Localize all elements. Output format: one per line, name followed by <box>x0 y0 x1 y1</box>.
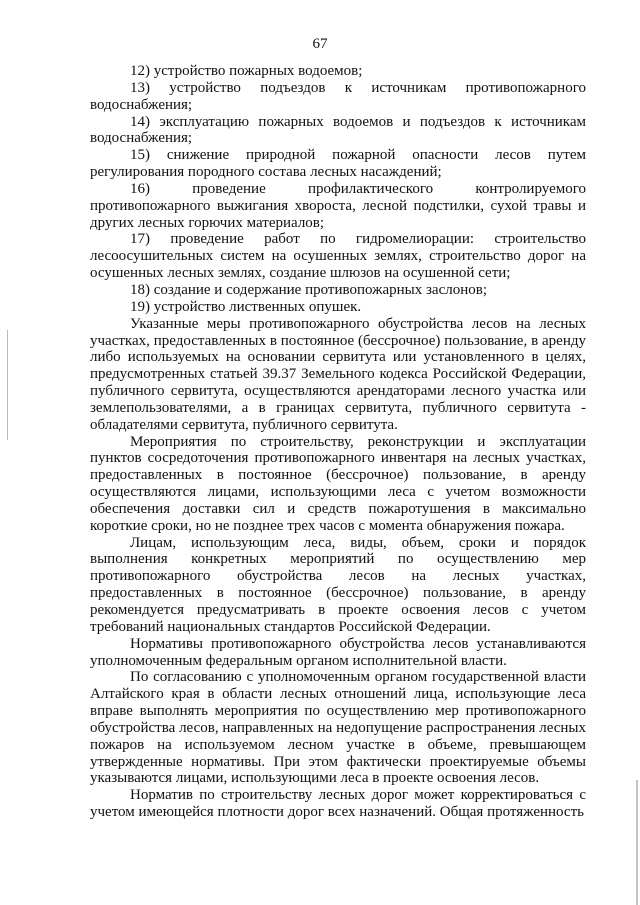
list-item-access-roads: 13) устройство подъездов к источникам противопожарного водоснабжения; <box>90 79 586 113</box>
list-item-hydromelioration: 17) проведение работ по гидромелиорации: строительство лесоосушительных систем на осушенных землях, строительство дорог на осушенных лесных землях, создание шлюзов на осушенной сети; <box>90 231 586 282</box>
list-item-fire-hazard-reduction: 15) снижение природной пожарной опасности лесов путем регулирования породного состава лесных насаждений; <box>90 147 586 181</box>
paragraph-norms-authority: Нормативы противопожарного обустройства лесов устанавливаются уполномоченным федеральным органом исполнительной власти. <box>90 635 586 669</box>
page-number: 67 <box>312 36 328 52</box>
page-body <box>90 63 586 821</box>
scan-edge-left <box>7 330 8 440</box>
list-item-fire-reservoirs: 12) устройство пожарных водоемов; <box>130 63 363 79</box>
list-item-controlled-burning: 16) проведение профилактического контролируемого противопожарного выжигания хвороста, лесной подстилки, сухой травы и других лесных горючих материалов; <box>90 180 586 231</box>
list-item-fire-barriers: 18) создание и содержание противопожарных заслонов; <box>130 281 488 298</box>
paragraph-inventory-points: Мероприятия по строительству, реконструкции и эксплуатации пунктов сосредоточения противопожарного инвентаря на лесных участках, предоставленных в постоянное (бессрочное) пользование, в аренду осуществляются лицами, использующими леса с учетом возможности обеспечения доставки сил и средств пожаротушения в максимально короткие сроки, но не позднее трех часов с момента обнаружения пожара. <box>90 433 586 534</box>
paragraph-agreement-altai: По согласованию с уполномоченным органом государственной власти Алтайского края в области лесных отношений лица, использующие леса вправе выполнять мероприятия по осуществлению мер противопожарного обустройства лесов, направленных на недопущение распространения лесных пожаров на используемом лесном участке в объеме, превышающем утвержденные нормативы. При этом фактически проектируемые объемы указываются лицами, использующими леса в проекте освоения лесов. <box>90 669 586 787</box>
scan-edge-right <box>636 780 638 905</box>
paragraph-forest-development-project: Лицам, использующим леса, виды, объем, сроки и порядок выполнения конкретных мероприятий по осуществлению мер противопожарного обустройства лесов на лесных участках, предоставленных в постоянное (бессрочное) пользование, в аренду рекомендуется предусматривать в проекте освоения лесов с учетом требований национальных стандартов Российской Федерации. <box>90 534 586 635</box>
list-item-reservoir-operation: 14) эксплуатацию пожарных водоемов и подъездов к источникам водоснабжения; <box>90 113 586 147</box>
paragraph-road-norm: Норматив по строительству лесных дорог может корректироваться с учетом имеющейся плотности дорог всех назначений. Общая протяженность <box>90 787 586 821</box>
paragraph-measures-implementation: Указанные меры противопожарного обустройства лесов на лесных участках, предоставленных в постоянное (бессрочное) пользование, в аренду либо используемых на основании сервитута или установленного в целях, предусмотренных статьей 39.37 Земельного кодекса Российской Федерации, публичного сервитута, осуществляются арендаторами лесного участка или землепользователями, а в границах сервитута, публичного сервитута - обладателями сервитута, публичного сервитута. <box>90 315 586 433</box>
list-item-deciduous-edges: 19) устройство лиственных опушек. <box>130 298 362 315</box>
